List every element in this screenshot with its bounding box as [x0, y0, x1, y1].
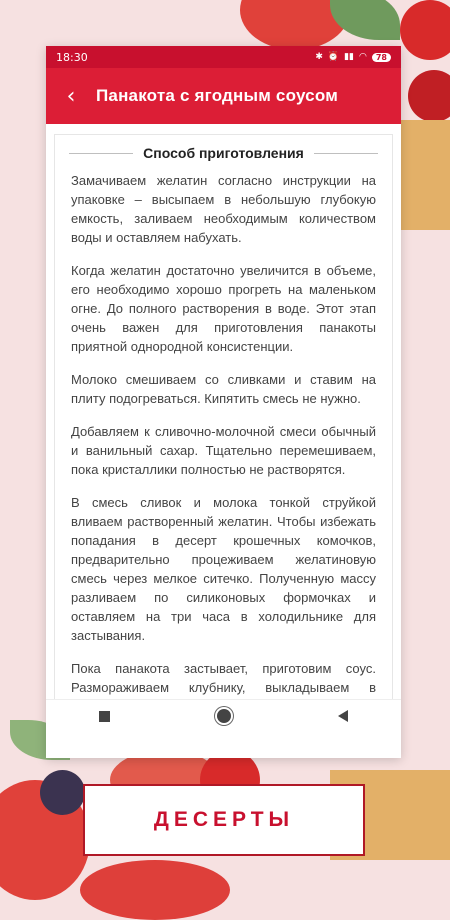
cherry [408, 70, 450, 122]
section-title: Способ приготовления [143, 145, 304, 161]
page-title: Панакота с ягодным соусом [96, 86, 338, 105]
phone-screen [46, 46, 401, 758]
app-bar [46, 68, 401, 124]
recents-icon[interactable] [99, 711, 110, 722]
divider [314, 153, 378, 154]
divider [69, 153, 133, 154]
bluetooth-icon: ✱ [315, 52, 323, 62]
recipe-content[interactable] [46, 124, 401, 732]
cherry [400, 0, 450, 60]
paragraph: Добавляем к сливочно-молочной смеси обычный и ванильный сахар. Тщательно перемешиваем, пока кристаллики полностью не растворятся. [71, 424, 376, 477]
signal-icon: ▮▮ [344, 52, 354, 62]
system-nav-bar [46, 699, 401, 732]
paragraph: Замачиваем желатин согласно инструкции на упаковке – высыпаем в небольшую глубокую емкость, заливаем необходимым количеством воды и оставляем набухать. [71, 173, 376, 245]
recipe-text [55, 165, 392, 716]
back-nav-icon[interactable] [338, 710, 348, 722]
status-bar [46, 46, 401, 68]
desserts-button[interactable]: ДЕСЕРТЫ [83, 784, 365, 856]
wifi-icon: ◠ [359, 52, 367, 62]
alarm-icon: ⏰ [327, 52, 340, 62]
strawberry-slice [80, 860, 230, 920]
battery-icon: 78 [372, 53, 391, 62]
paragraph: В смесь сливок и молока тонкой струйкой вливаем растворенный желатин. Чтобы избежать попадания в десерт крошечных комочков, предварительно процеживаем желатиновую смесь через мелкое ситечко. Полученную массу разливаем по силиконовых формочках и оставляем на три часа в холодильнике для застывания. [71, 495, 376, 643]
mint-leaf [330, 0, 400, 40]
cake-slice [400, 120, 450, 230]
paragraph: Молоко смешиваем со сливками и ставим на плиту подогреваться. Кипятить смесь не нужно. [71, 372, 376, 406]
recipe-card [54, 134, 393, 732]
paragraph: Когда желатин достаточно увеличится в объеме, его необходимо хорошо прогреть на маленьком огне. До полного растворения в воде. Этот этап очень важен для приготовления панакоты приятной однородной консистенции. [71, 263, 376, 354]
home-icon[interactable] [217, 709, 231, 723]
paragraph: Пока панакота застывает, приготовим соус. Размораживаем клубнику, выкладываем в [71, 661, 376, 695]
section-header [69, 145, 378, 161]
back-icon[interactable]: ‹ [66, 83, 76, 109]
blueberry [40, 770, 85, 815]
status-time: 18:30 [56, 50, 88, 64]
status-icons [315, 52, 391, 62]
